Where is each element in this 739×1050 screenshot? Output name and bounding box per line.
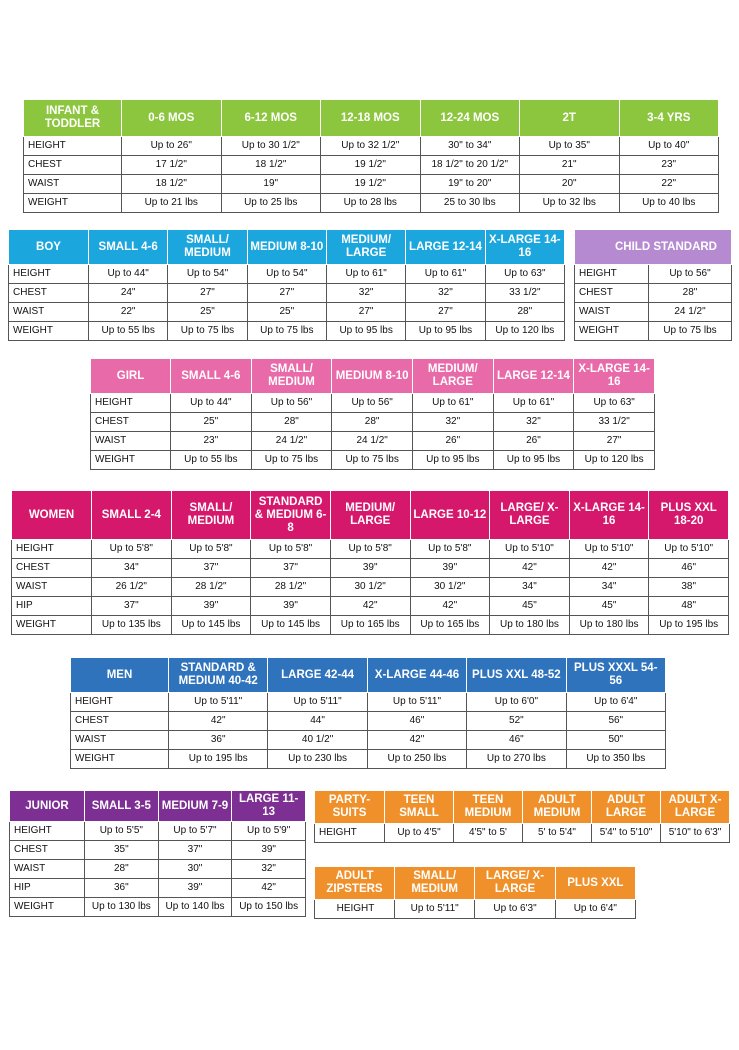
table-cell: Up to 145 lbs bbox=[251, 616, 331, 635]
row-label: CHEST bbox=[10, 841, 85, 860]
table-cell: 26" bbox=[412, 432, 493, 451]
table-cell: Up to 75 lbs bbox=[332, 451, 413, 470]
girl-title: GIRL bbox=[91, 359, 171, 394]
size-header: MEDIUM 8-10 bbox=[332, 359, 413, 394]
size-header: MEDIUM/ LARGE bbox=[330, 491, 410, 540]
table-cell: 27" bbox=[406, 303, 485, 322]
table-cell: 32" bbox=[406, 284, 485, 303]
table-cell: 5' to 5'4" bbox=[523, 824, 592, 843]
table-cell: Up to 120 lbs bbox=[574, 451, 655, 470]
table-cell: 19" to 20" bbox=[420, 175, 520, 194]
table-cell: Up to 55 lbs bbox=[171, 451, 252, 470]
table-cell: Up to 75 lbs bbox=[251, 451, 332, 470]
table-cell: Up to 5'9" bbox=[232, 822, 306, 841]
size-header: 6-12 MOS bbox=[221, 100, 321, 137]
size-header: ADULT LARGE bbox=[592, 791, 661, 824]
table-cell: Up to 61" bbox=[326, 265, 405, 284]
table-cell: 34" bbox=[569, 578, 649, 597]
table-cell: 25" bbox=[171, 413, 252, 432]
row-label: WAIST bbox=[10, 860, 85, 879]
table-cell: 30 1/2" bbox=[410, 578, 490, 597]
table-cell: Up to 95 lbs bbox=[406, 322, 485, 341]
table-cell: 36" bbox=[85, 879, 159, 898]
table-cell: 46" bbox=[467, 731, 566, 750]
table-cell: Up to 40 lbs bbox=[619, 194, 719, 213]
size-header: 3-4 YRS bbox=[619, 100, 719, 137]
table-cell: Up to 165 lbs bbox=[410, 616, 490, 635]
table-cell: 39" bbox=[232, 841, 306, 860]
row-label: WEIGHT bbox=[91, 451, 171, 470]
table-cell: Up to 21 lbs bbox=[122, 194, 222, 213]
child-standard-table bbox=[574, 229, 732, 341]
size-header: SMALL 3-5 bbox=[85, 791, 159, 822]
table-cell: 30 1/2" bbox=[330, 578, 410, 597]
table-cell: 24 1/2" bbox=[251, 432, 332, 451]
size-header: TEEN MEDIUM bbox=[454, 791, 523, 824]
row-label: HEIGHT bbox=[315, 900, 395, 919]
row-label: HEIGHT bbox=[24, 137, 122, 156]
table-row bbox=[315, 900, 636, 919]
table-cell: Up to 120 lbs bbox=[485, 322, 564, 341]
table-cell: 27" bbox=[326, 303, 405, 322]
size-header: MEDIUM 7-9 bbox=[158, 791, 232, 822]
row-label: WEIGHT bbox=[24, 194, 122, 213]
table-cell: 4'5" to 5' bbox=[454, 824, 523, 843]
table-cell: Up to 25 lbs bbox=[221, 194, 321, 213]
table-cell: Up to 55 lbs bbox=[89, 322, 168, 341]
size-header: SMALL/ MEDIUM bbox=[395, 867, 475, 900]
table-cell: Up to 350 lbs bbox=[566, 750, 665, 769]
size-header: SMALL/ MEDIUM bbox=[168, 230, 247, 265]
size-header: LARGE 42-44 bbox=[268, 658, 367, 693]
table-cell: Up to 150 lbs bbox=[232, 898, 306, 917]
junior-table bbox=[9, 790, 306, 917]
row-label: HEIGHT bbox=[71, 693, 169, 712]
row-label: WAIST bbox=[71, 731, 169, 750]
table-cell: Up to 26" bbox=[122, 137, 222, 156]
size-header: 0-6 MOS bbox=[122, 100, 222, 137]
table-cell: 42" bbox=[367, 731, 466, 750]
table-cell: 25" bbox=[168, 303, 247, 322]
size-header: LARGE 12-14 bbox=[493, 359, 574, 394]
table-cell: 26 1/2" bbox=[92, 578, 172, 597]
table-cell: 39" bbox=[330, 559, 410, 578]
table-row bbox=[91, 394, 655, 413]
row-label: WEIGHT bbox=[10, 898, 85, 917]
size-header: 12-18 MOS bbox=[321, 100, 421, 137]
table-cell: 46" bbox=[649, 559, 729, 578]
row-label: CHEST bbox=[9, 284, 89, 303]
table-row bbox=[9, 322, 565, 341]
row-label: WEIGHT bbox=[9, 322, 89, 341]
size-header: 12-24 MOS bbox=[420, 100, 520, 137]
child-title: CHILD STANDARD bbox=[575, 230, 732, 265]
table-row bbox=[24, 175, 719, 194]
table-cell: Up to 44" bbox=[89, 265, 168, 284]
table-cell: Up to 6'0" bbox=[467, 693, 566, 712]
table-row bbox=[71, 693, 666, 712]
table-cell: 24 1/2" bbox=[332, 432, 413, 451]
women-title: WOMEN bbox=[12, 491, 92, 540]
table-cell: 28" bbox=[485, 303, 564, 322]
size-header: LARGE/ X-LARGE bbox=[475, 867, 555, 900]
row-label: HEIGHT bbox=[91, 394, 171, 413]
size-header: ADULT X-LARGE bbox=[661, 791, 730, 824]
size-header: MEDIUM/ LARGE bbox=[412, 359, 493, 394]
table-cell: Up to 135 lbs bbox=[92, 616, 172, 635]
size-header: PLUS XXXL 54-56 bbox=[566, 658, 665, 693]
men-title: MEN bbox=[71, 658, 169, 693]
table-cell: Up to 5'11" bbox=[169, 693, 268, 712]
row-label: WAIST bbox=[91, 432, 171, 451]
women-table bbox=[11, 490, 729, 635]
table-cell: 22" bbox=[89, 303, 168, 322]
table-row bbox=[24, 194, 719, 213]
table-cell: Up to 56" bbox=[332, 394, 413, 413]
size-header: PLUS XXL 18-20 bbox=[649, 491, 729, 540]
men-table bbox=[70, 657, 666, 769]
row-label: WAIST bbox=[575, 303, 649, 322]
row-label: WEIGHT bbox=[575, 322, 649, 341]
table-cell: 48" bbox=[649, 597, 729, 616]
table-cell: 42" bbox=[169, 712, 268, 731]
table-cell: 50" bbox=[566, 731, 665, 750]
table-cell: 39" bbox=[251, 597, 331, 616]
table-cell: 18 1/2" bbox=[122, 175, 222, 194]
table-row bbox=[10, 822, 306, 841]
party-suits-table bbox=[314, 790, 730, 843]
table-row bbox=[71, 750, 666, 769]
table-cell: Up to 5'8" bbox=[92, 540, 172, 559]
table-cell: 42" bbox=[232, 879, 306, 898]
table-cell: 32" bbox=[326, 284, 405, 303]
row-label: CHEST bbox=[24, 156, 122, 175]
row-label: CHEST bbox=[12, 559, 92, 578]
table-row bbox=[575, 303, 732, 322]
table-cell: Up to 270 lbs bbox=[467, 750, 566, 769]
infant-toddler-table bbox=[23, 99, 719, 213]
size-header: PLUS XXL bbox=[555, 867, 635, 900]
table-cell: 32" bbox=[493, 413, 574, 432]
boy-header-row bbox=[9, 230, 565, 265]
size-header: MEDIUM/ LARGE bbox=[326, 230, 405, 265]
table-cell: 42" bbox=[410, 597, 490, 616]
table-cell: Up to 5'8" bbox=[171, 540, 251, 559]
table-cell: Up to 5'10" bbox=[649, 540, 729, 559]
table-cell: Up to 230 lbs bbox=[268, 750, 367, 769]
table-cell: 28 1/2" bbox=[171, 578, 251, 597]
table-cell: Up to 5'11" bbox=[367, 693, 466, 712]
party-header-row bbox=[315, 791, 730, 824]
row-label: WAIST bbox=[9, 303, 89, 322]
table-row bbox=[575, 322, 732, 341]
table-cell: 33 1/2" bbox=[485, 284, 564, 303]
table-cell: Up to 5'11" bbox=[268, 693, 367, 712]
party-title: PARTY-SUITS bbox=[315, 791, 385, 824]
table-cell: 23" bbox=[171, 432, 252, 451]
table-cell: Up to 61" bbox=[406, 265, 485, 284]
table-cell: Up to 5'8" bbox=[330, 540, 410, 559]
table-cell: 37" bbox=[92, 597, 172, 616]
table-row bbox=[71, 731, 666, 750]
table-cell: 36" bbox=[169, 731, 268, 750]
table-cell: 28" bbox=[251, 413, 332, 432]
table-cell: Up to 180 lbs bbox=[569, 616, 649, 635]
table-cell: Up to 56" bbox=[251, 394, 332, 413]
boy-title: BOY bbox=[9, 230, 89, 265]
table-row bbox=[10, 879, 306, 898]
zip-header-row bbox=[315, 867, 636, 900]
table-cell: Up to 6'3" bbox=[475, 900, 555, 919]
table-cell: Up to 5'7" bbox=[158, 822, 232, 841]
table-cell: 40 1/2" bbox=[268, 731, 367, 750]
size-header: X-LARGE 14-16 bbox=[485, 230, 564, 265]
table-cell: Up to 75 lbs bbox=[168, 322, 247, 341]
size-header: LARGE 11-13 bbox=[232, 791, 306, 822]
table-cell: 45" bbox=[490, 597, 570, 616]
table-cell: Up to 28 lbs bbox=[321, 194, 421, 213]
junior-header-row bbox=[10, 791, 306, 822]
row-label: HEIGHT bbox=[575, 265, 649, 284]
size-header: SMALL/ MEDIUM bbox=[171, 491, 251, 540]
table-cell: 30" to 34" bbox=[420, 137, 520, 156]
table-cell: Up to 95 lbs bbox=[326, 322, 405, 341]
size-header: LARGE 12-14 bbox=[406, 230, 485, 265]
size-header: ADULT MEDIUM bbox=[523, 791, 592, 824]
table-cell: 39" bbox=[171, 597, 251, 616]
table-cell: 28 1/2" bbox=[251, 578, 331, 597]
table-cell: Up to 195 lbs bbox=[649, 616, 729, 635]
table-row bbox=[12, 559, 729, 578]
table-cell: Up to 5'11" bbox=[395, 900, 475, 919]
size-header: X-LARGE 44-46 bbox=[367, 658, 466, 693]
table-row bbox=[9, 265, 565, 284]
table-cell: 45" bbox=[569, 597, 649, 616]
boy-table bbox=[8, 229, 565, 341]
table-cell: Up to 32 1/2" bbox=[321, 137, 421, 156]
size-header: LARGE/ X-LARGE bbox=[490, 491, 570, 540]
table-cell: 28" bbox=[85, 860, 159, 879]
table-cell: 26" bbox=[493, 432, 574, 451]
table-cell: 19 1/2" bbox=[321, 175, 421, 194]
men-header-row bbox=[71, 658, 666, 693]
table-cell: Up to 30 1/2" bbox=[221, 137, 321, 156]
table-cell: Up to 40" bbox=[619, 137, 719, 156]
table-cell: 24" bbox=[89, 284, 168, 303]
table-cell: Up to 56" bbox=[649, 265, 732, 284]
table-cell: 30" bbox=[158, 860, 232, 879]
table-cell: 46" bbox=[367, 712, 466, 731]
girl-header-row bbox=[91, 359, 655, 394]
table-cell: 34" bbox=[92, 559, 172, 578]
table-cell: Up to 44" bbox=[171, 394, 252, 413]
size-header: PLUS XXL 48-52 bbox=[467, 658, 566, 693]
row-label: HEIGHT bbox=[12, 540, 92, 559]
adult-zipsters-table bbox=[314, 866, 636, 919]
table-cell: Up to 6'4" bbox=[566, 693, 665, 712]
table-cell: Up to 54" bbox=[168, 265, 247, 284]
table-cell: Up to 54" bbox=[247, 265, 326, 284]
zip-title: ADULT ZIPSTERS bbox=[315, 867, 395, 900]
table-cell: Up to 5'8" bbox=[251, 540, 331, 559]
table-row bbox=[91, 413, 655, 432]
child-header-row bbox=[575, 230, 732, 265]
size-header: TEEN SMALL bbox=[385, 791, 454, 824]
table-cell: Up to 250 lbs bbox=[367, 750, 466, 769]
size-header: SMALL 2-4 bbox=[92, 491, 172, 540]
table-cell: 52" bbox=[467, 712, 566, 731]
table-cell: 25" bbox=[247, 303, 326, 322]
table-cell: 33 1/2" bbox=[574, 413, 655, 432]
table-cell: Up to 63" bbox=[485, 265, 564, 284]
table-cell: 39" bbox=[410, 559, 490, 578]
table-cell: Up to 35" bbox=[520, 137, 620, 156]
table-cell: 18 1/2" to 20 1/2" bbox=[420, 156, 520, 175]
table-row bbox=[575, 284, 732, 303]
table-cell: 5'4" to 5'10" bbox=[592, 824, 661, 843]
table-cell: 27" bbox=[247, 284, 326, 303]
row-label: WAIST bbox=[12, 578, 92, 597]
table-cell: Up to 61" bbox=[493, 394, 574, 413]
table-row bbox=[71, 712, 666, 731]
row-label: WEIGHT bbox=[71, 750, 169, 769]
size-header: STANDARD & MEDIUM 40-42 bbox=[169, 658, 268, 693]
table-cell: 28" bbox=[649, 284, 732, 303]
row-label: HIP bbox=[10, 879, 85, 898]
row-label: CHEST bbox=[91, 413, 171, 432]
table-cell: Up to 180 lbs bbox=[490, 616, 570, 635]
table-cell: Up to 5'5" bbox=[85, 822, 159, 841]
table-row bbox=[10, 841, 306, 860]
junior-title: JUNIOR bbox=[10, 791, 85, 822]
table-cell: Up to 95 lbs bbox=[493, 451, 574, 470]
size-header: X-LARGE 14-16 bbox=[569, 491, 649, 540]
women-header-row bbox=[12, 491, 729, 540]
table-row bbox=[12, 616, 729, 635]
table-cell: 35" bbox=[85, 841, 159, 860]
table-cell: 38" bbox=[649, 578, 729, 597]
table-cell: Up to 32 lbs bbox=[520, 194, 620, 213]
table-cell: 32" bbox=[412, 413, 493, 432]
table-row bbox=[12, 578, 729, 597]
table-cell: 25 to 30 lbs bbox=[420, 194, 520, 213]
row-label: WAIST bbox=[24, 175, 122, 194]
table-cell: 19" bbox=[221, 175, 321, 194]
table-cell: 27" bbox=[574, 432, 655, 451]
table-cell: 37" bbox=[171, 559, 251, 578]
table-cell: 37" bbox=[158, 841, 232, 860]
table-row bbox=[10, 860, 306, 879]
girl-table bbox=[90, 358, 655, 470]
table-cell: Up to 5'8" bbox=[410, 540, 490, 559]
infant-header-row bbox=[24, 100, 719, 137]
table-cell: Up to 61" bbox=[412, 394, 493, 413]
table-cell: Up to 6'4" bbox=[555, 900, 635, 919]
row-label: CHEST bbox=[575, 284, 649, 303]
size-header: X-LARGE 14-16 bbox=[574, 359, 655, 394]
table-cell: 5'10" to 6'3" bbox=[661, 824, 730, 843]
size-header: SMALL 4-6 bbox=[89, 230, 168, 265]
table-row bbox=[91, 451, 655, 470]
table-cell: Up to 130 lbs bbox=[85, 898, 159, 917]
table-row bbox=[9, 303, 565, 322]
table-cell: 23" bbox=[619, 156, 719, 175]
table-cell: Up to 75 lbs bbox=[247, 322, 326, 341]
table-cell: 39" bbox=[158, 879, 232, 898]
table-row bbox=[12, 597, 729, 616]
size-header: SMALL 4-6 bbox=[171, 359, 252, 394]
table-cell: 56" bbox=[566, 712, 665, 731]
table-cell: 32" bbox=[232, 860, 306, 879]
table-cell: Up to 63" bbox=[574, 394, 655, 413]
table-cell: Up to 4'5" bbox=[385, 824, 454, 843]
size-header: SMALL/ MEDIUM bbox=[251, 359, 332, 394]
table-cell: 44" bbox=[268, 712, 367, 731]
row-label: HIP bbox=[12, 597, 92, 616]
table-row bbox=[24, 156, 719, 175]
row-label: HEIGHT bbox=[315, 824, 385, 843]
table-cell: 42" bbox=[490, 559, 570, 578]
table-cell: 27" bbox=[168, 284, 247, 303]
table-cell: 28" bbox=[332, 413, 413, 432]
table-cell: 18 1/2" bbox=[221, 156, 321, 175]
size-header: STANDARD & MEDIUM 6-8 bbox=[251, 491, 331, 540]
table-cell: 22" bbox=[619, 175, 719, 194]
size-header: MEDIUM 8-10 bbox=[247, 230, 326, 265]
size-header: 2T bbox=[520, 100, 620, 137]
table-cell: 24 1/2" bbox=[649, 303, 732, 322]
table-row bbox=[575, 265, 732, 284]
row-label: HEIGHT bbox=[10, 822, 85, 841]
size-header: LARGE 10-12 bbox=[410, 491, 490, 540]
table-cell: 21" bbox=[520, 156, 620, 175]
table-cell: 17 1/2" bbox=[122, 156, 222, 175]
table-cell: 37" bbox=[251, 559, 331, 578]
table-cell: Up to 140 lbs bbox=[158, 898, 232, 917]
table-row bbox=[12, 540, 729, 559]
table-cell: Up to 5'10" bbox=[569, 540, 649, 559]
row-label: HEIGHT bbox=[9, 265, 89, 284]
row-label: CHEST bbox=[71, 712, 169, 731]
table-cell: Up to 145 lbs bbox=[171, 616, 251, 635]
table-cell: 42" bbox=[330, 597, 410, 616]
table-row bbox=[315, 824, 730, 843]
table-cell: 34" bbox=[490, 578, 570, 597]
infant-title: INFANT & TODDLER bbox=[24, 100, 122, 137]
table-cell: 19 1/2" bbox=[321, 156, 421, 175]
table-row bbox=[9, 284, 565, 303]
table-cell: Up to 75 lbs bbox=[649, 322, 732, 341]
table-row bbox=[10, 898, 306, 917]
table-row bbox=[24, 137, 719, 156]
row-label: WEIGHT bbox=[12, 616, 92, 635]
table-cell: Up to 5'10" bbox=[490, 540, 570, 559]
table-cell: 42" bbox=[569, 559, 649, 578]
table-cell: Up to 195 lbs bbox=[169, 750, 268, 769]
table-cell: Up to 95 lbs bbox=[412, 451, 493, 470]
table-row bbox=[91, 432, 655, 451]
table-cell: 20" bbox=[520, 175, 620, 194]
table-cell: Up to 165 lbs bbox=[330, 616, 410, 635]
